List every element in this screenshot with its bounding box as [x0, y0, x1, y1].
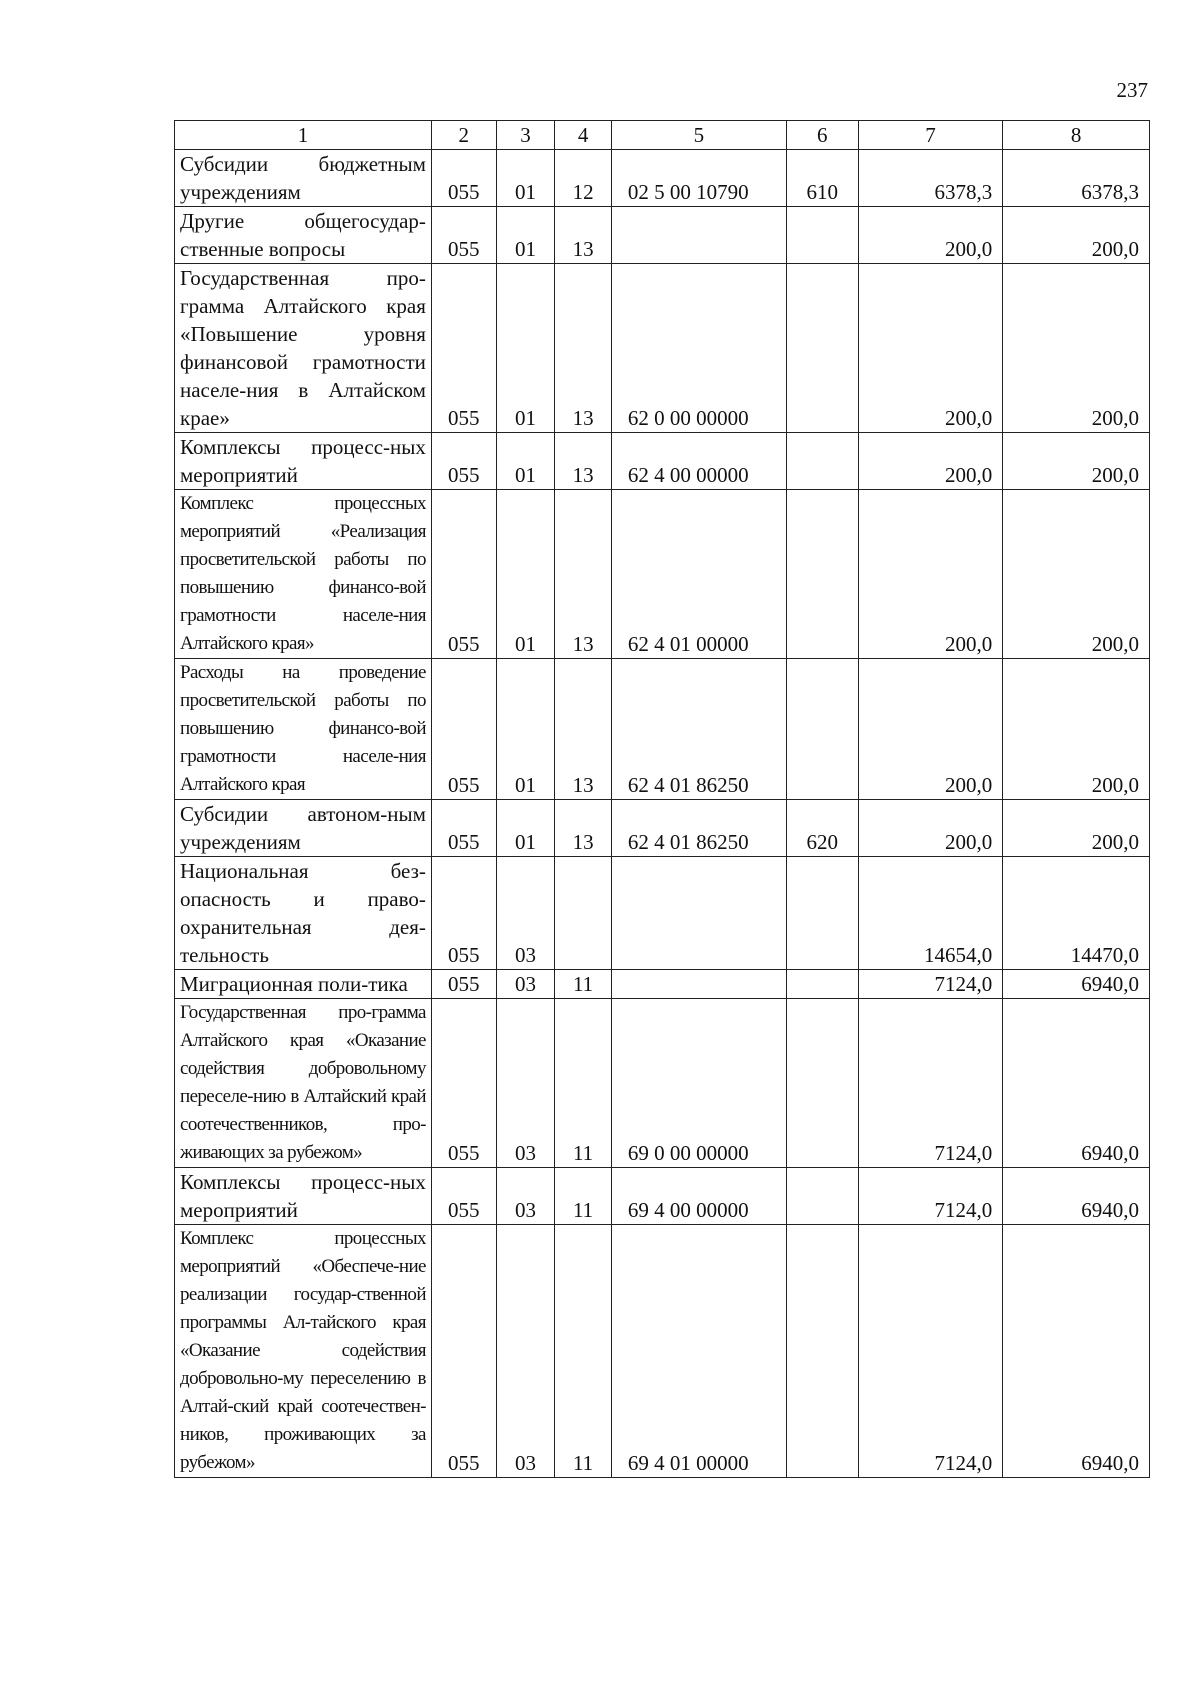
admin-code-cell: 055 — [431, 433, 496, 490]
admin-code-cell: 055 — [431, 1225, 496, 1478]
target-article-cell — [611, 970, 786, 999]
target-article-cell: 69 4 00 00000 — [611, 1168, 786, 1225]
amount-year1-cell: 200,0 — [858, 433, 1003, 490]
amount-year2-cell: 6940,0 — [1003, 999, 1150, 1168]
table-row — [175, 490, 1150, 659]
target-article-cell: 62 4 00 00000 — [611, 433, 786, 490]
expense-type-cell — [786, 970, 858, 999]
subsection-cell: 13 — [555, 659, 612, 800]
row-name-cell: Расходы на проведение просветительской работы по повышению финансо-вой грамотности населе-ния Алтайского края — [175, 659, 432, 800]
target-article-cell: 62 4 01 00000 — [611, 490, 786, 659]
admin-code-cell: 055 — [431, 1168, 496, 1225]
table-row — [175, 207, 1150, 264]
target-article-cell: 02 5 00 10790 — [611, 150, 786, 207]
subsection-cell: 13 — [555, 264, 612, 433]
subsection-cell — [555, 857, 612, 970]
row-name-cell: Субсидии бюджетным учреждениям — [175, 150, 432, 207]
amount-year2-cell: 14470,0 — [1003, 857, 1150, 970]
expense-type-cell — [786, 207, 858, 264]
section-cell: 01 — [496, 659, 555, 800]
page-number: 237 — [1116, 78, 1148, 102]
table-row — [175, 150, 1150, 207]
header-cell: 2 — [431, 121, 496, 150]
admin-code-cell: 055 — [431, 490, 496, 659]
table-row — [175, 800, 1150, 857]
amount-year1-cell: 200,0 — [858, 264, 1003, 433]
amount-year2-cell: 200,0 — [1003, 800, 1150, 857]
expense-type-cell — [786, 659, 858, 800]
header-cell: 1 — [175, 121, 432, 150]
target-article-cell: 69 0 00 00000 — [611, 999, 786, 1168]
amount-year1-cell: 7124,0 — [858, 970, 1003, 999]
row-name-cell: Комплекс процессных мероприятий «Реализация просветительской работы по повышению финансо-вой грамотности населе-ния Алтайского края» — [175, 490, 432, 659]
target-article-cell: 62 4 01 86250 — [611, 800, 786, 857]
row-name-cell: Комплекс процессных мероприятий «Обеспече-ние реализации государ-ственной программы Ал-тайского края «Оказание содействия добровольно-му переселению в Алтай-ский край соотечествен-ников, проживающих за рубежом» — [175, 1225, 432, 1478]
target-article-cell: 62 4 01 86250 — [611, 659, 786, 800]
subsection-cell: 13 — [555, 207, 612, 264]
table-row — [175, 1225, 1150, 1478]
section-cell: 03 — [496, 970, 555, 999]
amount-year2-cell: 200,0 — [1003, 264, 1150, 433]
table-header-row — [175, 121, 1150, 150]
section-cell: 01 — [496, 207, 555, 264]
section-cell: 03 — [496, 1225, 555, 1478]
budget-table — [174, 120, 1150, 1478]
section-cell: 01 — [496, 490, 555, 659]
row-name-cell: Комплексы процесс-ных мероприятий — [175, 1168, 432, 1225]
amount-year1-cell: 7124,0 — [858, 999, 1003, 1168]
subsection-cell: 13 — [555, 800, 612, 857]
expense-type-cell — [786, 433, 858, 490]
row-name-cell: Субсидии автоном-ным учреждениям — [175, 800, 432, 857]
expense-type-cell — [786, 857, 858, 970]
table-row — [175, 970, 1150, 999]
subsection-cell: 13 — [555, 433, 612, 490]
amount-year1-cell: 7124,0 — [858, 1168, 1003, 1225]
expense-type-cell — [786, 1168, 858, 1225]
amount-year2-cell: 200,0 — [1003, 490, 1150, 659]
header-cell: 6 — [786, 121, 858, 150]
admin-code-cell: 055 — [431, 857, 496, 970]
amount-year1-cell: 200,0 — [858, 490, 1003, 659]
amount-year1-cell: 200,0 — [858, 659, 1003, 800]
target-article-cell: 69 4 01 00000 — [611, 1225, 786, 1478]
header-cell: 7 — [858, 121, 1003, 150]
row-name-cell: Государственная про-грамма Алтайского края «Оказание содействия добровольному переселе-нию в Алтайский край соотечественников, про-живающих за рубежом» — [175, 999, 432, 1168]
admin-code-cell: 055 — [431, 150, 496, 207]
section-cell: 01 — [496, 433, 555, 490]
expense-type-cell — [786, 1225, 858, 1478]
row-name-cell: Национальная без-опасность и право-охранительная дея-тельность — [175, 857, 432, 970]
admin-code-cell: 055 — [431, 970, 496, 999]
header-cell: 5 — [611, 121, 786, 150]
target-article-cell — [611, 857, 786, 970]
table-row — [175, 659, 1150, 800]
table-row — [175, 264, 1150, 433]
target-article-cell: 62 0 00 00000 — [611, 264, 786, 433]
section-cell: 01 — [496, 264, 555, 433]
expense-type-cell: 620 — [786, 800, 858, 857]
table-row — [175, 999, 1150, 1168]
section-cell: 03 — [496, 999, 555, 1168]
row-name-cell: Другие общегосудар-ственные вопросы — [175, 207, 432, 264]
admin-code-cell: 055 — [431, 659, 496, 800]
amount-year2-cell: 6940,0 — [1003, 1168, 1150, 1225]
amount-year1-cell: 14654,0 — [858, 857, 1003, 970]
section-cell: 01 — [496, 800, 555, 857]
amount-year1-cell: 7124,0 — [858, 1225, 1003, 1478]
amount-year2-cell: 200,0 — [1003, 659, 1150, 800]
target-article-cell — [611, 207, 786, 264]
amount-year2-cell: 200,0 — [1003, 433, 1150, 490]
amount-year1-cell: 200,0 — [858, 207, 1003, 264]
admin-code-cell: 055 — [431, 264, 496, 433]
amount-year2-cell: 6378,3 — [1003, 150, 1150, 207]
table-row — [175, 1168, 1150, 1225]
amount-year2-cell: 200,0 — [1003, 207, 1150, 264]
subsection-cell: 12 — [555, 150, 612, 207]
admin-code-cell: 055 — [431, 999, 496, 1168]
expense-type-cell — [786, 264, 858, 433]
expense-type-cell: 610 — [786, 150, 858, 207]
header-cell: 8 — [1003, 121, 1150, 150]
section-cell: 03 — [496, 1168, 555, 1225]
header-cell: 3 — [496, 121, 555, 150]
subsection-cell: 11 — [555, 1168, 612, 1225]
expense-type-cell — [786, 490, 858, 659]
amount-year1-cell: 6378,3 — [858, 150, 1003, 207]
subsection-cell: 13 — [555, 490, 612, 659]
amount-year1-cell: 200,0 — [858, 800, 1003, 857]
admin-code-cell: 055 — [431, 800, 496, 857]
admin-code-cell: 055 — [431, 207, 496, 264]
table-row — [175, 433, 1150, 490]
expense-type-cell — [786, 999, 858, 1168]
subsection-cell: 11 — [555, 970, 612, 999]
amount-year2-cell: 6940,0 — [1003, 1225, 1150, 1478]
subsection-cell: 11 — [555, 1225, 612, 1478]
table-row — [175, 857, 1150, 970]
amount-year2-cell: 6940,0 — [1003, 970, 1150, 999]
row-name-cell: Государственная про-грамма Алтайского края «Повышение уровня финансовой грамотности населе-ния в Алтайском крае» — [175, 264, 432, 433]
section-cell: 01 — [496, 150, 555, 207]
section-cell: 03 — [496, 857, 555, 970]
row-name-cell: Миграционная поли-тика — [175, 970, 432, 999]
subsection-cell: 11 — [555, 999, 612, 1168]
header-cell: 4 — [555, 121, 612, 150]
row-name-cell: Комплексы процесс-ных мероприятий — [175, 433, 432, 490]
